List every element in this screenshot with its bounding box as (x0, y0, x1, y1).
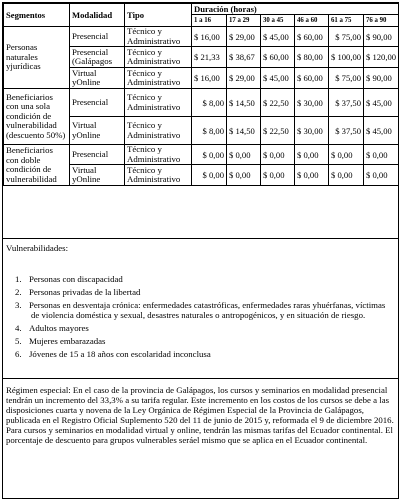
price-cell: $ 22,50 (261, 117, 295, 145)
list-item (15, 323, 386, 333)
price-cell: $ 29,00 (227, 68, 261, 89)
header-duracion: Duración (horas) (192, 4, 399, 15)
price-cell: $ 16,00 (192, 68, 227, 89)
price-cell: $ 16,00 (192, 27, 227, 47)
list-number: 2. (15, 287, 22, 297)
tipo-cell: Técnico y Administrativo (125, 117, 192, 145)
price-cell: $ 90,00 (364, 68, 399, 89)
vulnerabilidades-section (3, 238, 398, 378)
price-cell: $ 60,00 (295, 27, 329, 47)
price-cell: $ 37,50 (329, 89, 364, 117)
price-cell: $ 8,00 (192, 117, 227, 145)
price-cell: $ 22,50 (261, 89, 295, 117)
range-2: 17 a 29 (227, 15, 261, 27)
table-row (4, 89, 399, 117)
modalidad-cell: Presencial (70, 89, 125, 117)
price-cell: $ 45,00 (261, 68, 295, 89)
price-cell: $ 0,00 (295, 165, 329, 186)
price-cell: $ 0,00 (261, 165, 295, 186)
list-text: Mujeres embarazadas (29, 336, 106, 346)
range-3: 30 a 45 (261, 15, 295, 27)
list-number: 4. (15, 323, 22, 333)
price-cell: $ 14,50 (227, 117, 261, 145)
price-cell: $ 38,67 (227, 47, 261, 68)
price-cell: $ 100,00 (329, 47, 364, 68)
tipo-cell: Técnico y Administrativo (125, 165, 192, 186)
tipo-cell: Técnico y Administrativo (125, 145, 192, 165)
vulnerabilidades-list (3, 274, 386, 362)
price-cell: $ 0,00 (227, 145, 261, 165)
list-item (15, 287, 386, 297)
price-cell: $ 0,00 (295, 145, 329, 165)
modalidad-cell: Presencial (70, 145, 125, 165)
header-row (4, 4, 399, 15)
price-cell: $ 14,50 (227, 89, 261, 117)
price-cell: $ 30,00 (295, 89, 329, 117)
price-cell: $ 0,00 (364, 145, 399, 165)
list-number: 5. (15, 336, 22, 346)
list-item (15, 300, 386, 320)
price-cell: $ 60,00 (261, 47, 295, 68)
list-number: 6. (15, 349, 22, 359)
list-text: Personas con discapacidad (29, 274, 123, 284)
header-segmentos: Segmentos (4, 4, 70, 27)
price-cell: $ 0,00 (261, 145, 295, 165)
tipo-cell: Técnico y Administrativo (125, 89, 192, 117)
segment-cell: Beneficiarios con doble condición de vulnerabilidad (4, 145, 70, 186)
price-cell: $ 0,00 (227, 165, 261, 186)
tipo-cell: Técnico y Administrativo (125, 27, 192, 47)
regimen-especial-paragraph: Régimen especial: En el caso de la provincia de Galápagos, los cursos y seminarios en modalidad presencial tendrán un incremento del 33,3% a su tarifa regular. Este incremento en los costos de los cursos se debe a las disposiciones cuarta y novena de la Ley Orgánica de Régimen Especial de la Provincia de Galápagos, publicada en el Registro Oficial Suplemento 520 del 11 de junio de 2015 y, reformada el 9 de diciembre 2016. Para cursos y seminarios en modalidad virtual y online, tendrán las mismas tarifas del Ecuador continental. El porcentaje de descuento para grupos vulnerables seráel mismo que se aplica en el Ecuador continental. (3, 378, 398, 498)
range-1: 1 a 16 (192, 15, 227, 27)
table-row (4, 27, 399, 47)
list-item (15, 336, 386, 346)
price-cell: $ 75,00 (329, 27, 364, 47)
price-cell: $ 8,00 (192, 89, 227, 117)
price-cell: $ 80,00 (295, 47, 329, 68)
modalidad-cell: Virtual yOnline (70, 165, 125, 186)
modalidad-cell: Presencial (70, 27, 125, 47)
price-cell: $ 21,33 (192, 47, 227, 68)
price-cell: $ 60,00 (295, 68, 329, 89)
price-cell: $ 75,00 (329, 68, 364, 89)
price-cell: $ 45,00 (261, 27, 295, 47)
range-6: 76 a 90 (364, 15, 399, 27)
range-4: 46 a 60 (295, 15, 329, 27)
modalidad-cell: Virtual yOnline (70, 68, 125, 89)
modalidad-cell: Virtual yOnline (70, 117, 125, 145)
list-item (15, 349, 386, 359)
list-text: Personas privadas de la libertad (29, 287, 141, 297)
price-cell: $ 30,00 (295, 117, 329, 145)
price-cell: $ 90,00 (364, 27, 399, 47)
list-text: Adultos mayores (29, 323, 89, 333)
range-5: 61 a 75 (329, 15, 364, 27)
header-modalidad: Modalidad (70, 4, 125, 27)
header-tipo: Tipo (125, 4, 192, 27)
document-page (2, 2, 399, 499)
price-cell: $ 0,00 (364, 165, 399, 186)
price-cell: $ 0,00 (192, 145, 227, 165)
price-cell: $ 120,00 (364, 47, 399, 68)
tipo-cell: Técnico y Administrativo (125, 47, 192, 68)
price-cell: $ 29,00 (227, 27, 261, 47)
price-cell: $ 0,00 (329, 165, 364, 186)
list-number: 3. (15, 300, 22, 310)
vulnerabilidades-title: Vulnerabilidades: (6, 243, 69, 253)
list-item (15, 274, 386, 284)
list-number: 1. (15, 274, 22, 284)
list-text: Jóvenes de 15 a 18 años con escolaridad inconclusa (29, 349, 211, 359)
segment-cell: Personas naturales yjurídicas (4, 27, 70, 89)
price-cell: $ 45,00 (364, 89, 399, 117)
price-cell: $ 0,00 (192, 165, 227, 186)
fees-table (3, 3, 399, 186)
price-cell: $ 37,50 (329, 117, 364, 145)
list-text: Personas en desventaja crónica: enfermedades catastróficas, enfermedades raras yhuérfanas, víctimas de violencia doméstica y sexual, desastres naturales o antropogénicos, y en situación de riesgo. (29, 300, 386, 320)
segment-cell: Beneficiarios con una sola condición de vulnerabilidad (descuento 50%) (4, 89, 70, 145)
table-row (4, 145, 399, 165)
tipo-cell: Técnico y Administrativo (125, 68, 192, 89)
modalidad-cell: Presencial (Galápagos (70, 47, 125, 68)
price-cell: $ 45,00 (364, 117, 399, 145)
price-cell: $ 0,00 (329, 145, 364, 165)
